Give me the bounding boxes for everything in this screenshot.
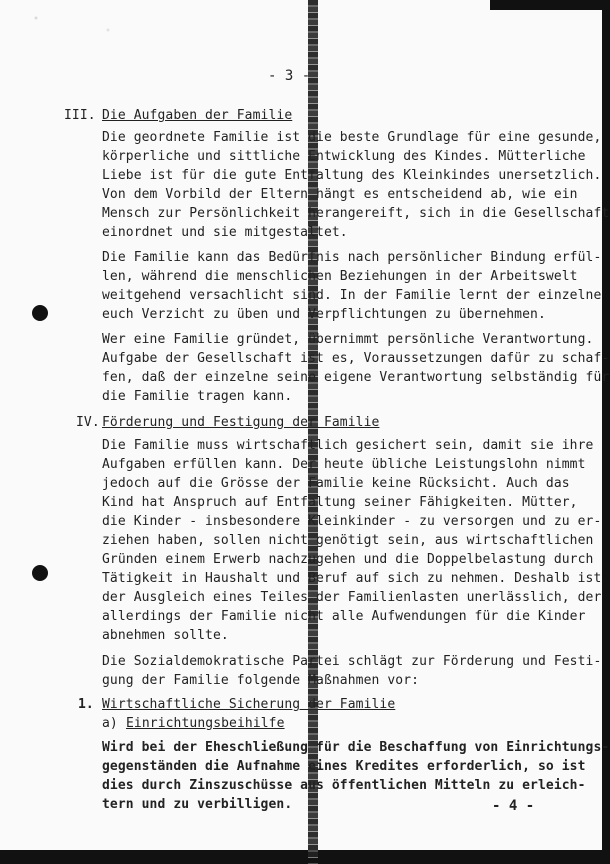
body-line: Aufgabe der Gesellschaft ist es, Voraussetzungen dafür zu schaf- <box>102 351 610 366</box>
body-line: der Ausgleich eines Teiles der Familienlasten unerlässlich, der <box>102 590 602 605</box>
body-line: Liebe ist für die gute Entfaltung des Kleinkindes unersetzlich. <box>102 168 602 183</box>
body-line: dies durch Zinszuschüsse aus öffentlichen Mitteln zu erleich- <box>102 778 586 793</box>
body-line: körperliche und sittliche Entwicklung des Kindes. Mütterliche <box>102 149 586 164</box>
body-line: die Familie tragen kann. <box>102 389 293 404</box>
subsubsection-title: Einrichtungsbeihilfe <box>126 716 285 731</box>
body-line: Wer eine Familie gründet, übernimmt persönliche Verantwortung. <box>102 332 594 347</box>
body-line: fen, daß der einzelne seine eigene Verantwortung selbständig für <box>102 370 610 385</box>
next-page-marker: - 4 - <box>492 798 535 814</box>
body-line: euch Verzicht zu üben und Verpflichtungen zu übernehmen. <box>102 307 546 322</box>
body-line: len, während die menschlichen Beziehungen in der Arbeitswelt <box>102 269 578 284</box>
page-number: - 3 - <box>268 68 311 84</box>
section-number: III. <box>64 108 96 123</box>
body-line: einordnet und sie mitgestaltet. <box>102 225 348 240</box>
body-line: Wird bei der Eheschließung für die Beschaffung von Einrichtungs- <box>102 740 610 755</box>
subsubsection-prefix: a) <box>102 716 118 731</box>
body-line: weitgehend versachlicht sind. In der Familie lernt der einzelne <box>102 288 602 303</box>
body-line: Die Familie kann das Bedürfnis nach persönlicher Bindung erfül- <box>102 250 602 265</box>
body-line: allerdings der Familie nicht alle Aufwendungen für die Kinder <box>102 609 586 624</box>
body-line: Die Familie muss wirtschaftlich gesichert sein, damit sie ihre <box>102 438 594 453</box>
section-title: Förderung und Festigung der Familie <box>102 415 380 430</box>
body-line: Kind hat Anspruch auf Entfaltung seiner Fähigkeiten. Mütter, <box>102 495 578 510</box>
subsection-number: 1. <box>78 697 94 712</box>
scan-border-bottom <box>0 850 610 864</box>
body-line: abnehmen sollte. <box>102 628 229 643</box>
section-number: IV. <box>76 415 100 430</box>
body-line: Gründen einem Erwerb nachzugehen und die Doppelbelastung durch <box>102 552 594 567</box>
body-line: Mensch zur Persönlichkeit herangereift, sich in die Gesellschaft <box>102 206 610 221</box>
section-title: Die Aufgaben der Familie <box>102 108 293 123</box>
scan-border-right <box>602 0 610 864</box>
body-line: jedoch auf die Grösse der Familie keine Rücksicht. Auch das <box>102 476 570 491</box>
body-line: Die geordnete Familie ist die beste Grundlage für eine gesunde, <box>102 130 602 145</box>
scan-border-top <box>490 0 610 10</box>
body-line: Aufgaben erfüllen kann. Der heute übliche Leistungslohn nimmt <box>102 457 586 472</box>
body-line: Tätigkeit in Haushalt und Beruf auf sich zu nehmen. Deshalb ist <box>102 571 602 586</box>
body-line: gegenständen die Aufnahme eines Kredites erforderlich, so ist <box>102 759 586 774</box>
body-line: Von dem Vorbild der Eltern hängt es entscheidend ab, wie ein <box>102 187 578 202</box>
body-line: gung der Familie folgende Maßnahmen vor: <box>102 673 420 688</box>
body-line: die Kinder - insbesondere Kleinkinder - zu versorgen und zu er- <box>102 514 602 529</box>
body-line: Die Sozialdemokratische Partei schlägt zur Förderung und Festi- <box>102 654 602 669</box>
subsection-title: Wirtschaftliche Sicherung der Familie <box>102 697 396 712</box>
body-line: ziehen haben, sollen nicht genötigt sein, aus wirtschaftlichen <box>102 533 594 548</box>
punch-hole-top <box>32 305 48 321</box>
scan-speckle <box>0 0 180 60</box>
body-line: tern und zu verbilligen. <box>102 797 293 812</box>
punch-hole-bottom <box>32 565 48 581</box>
